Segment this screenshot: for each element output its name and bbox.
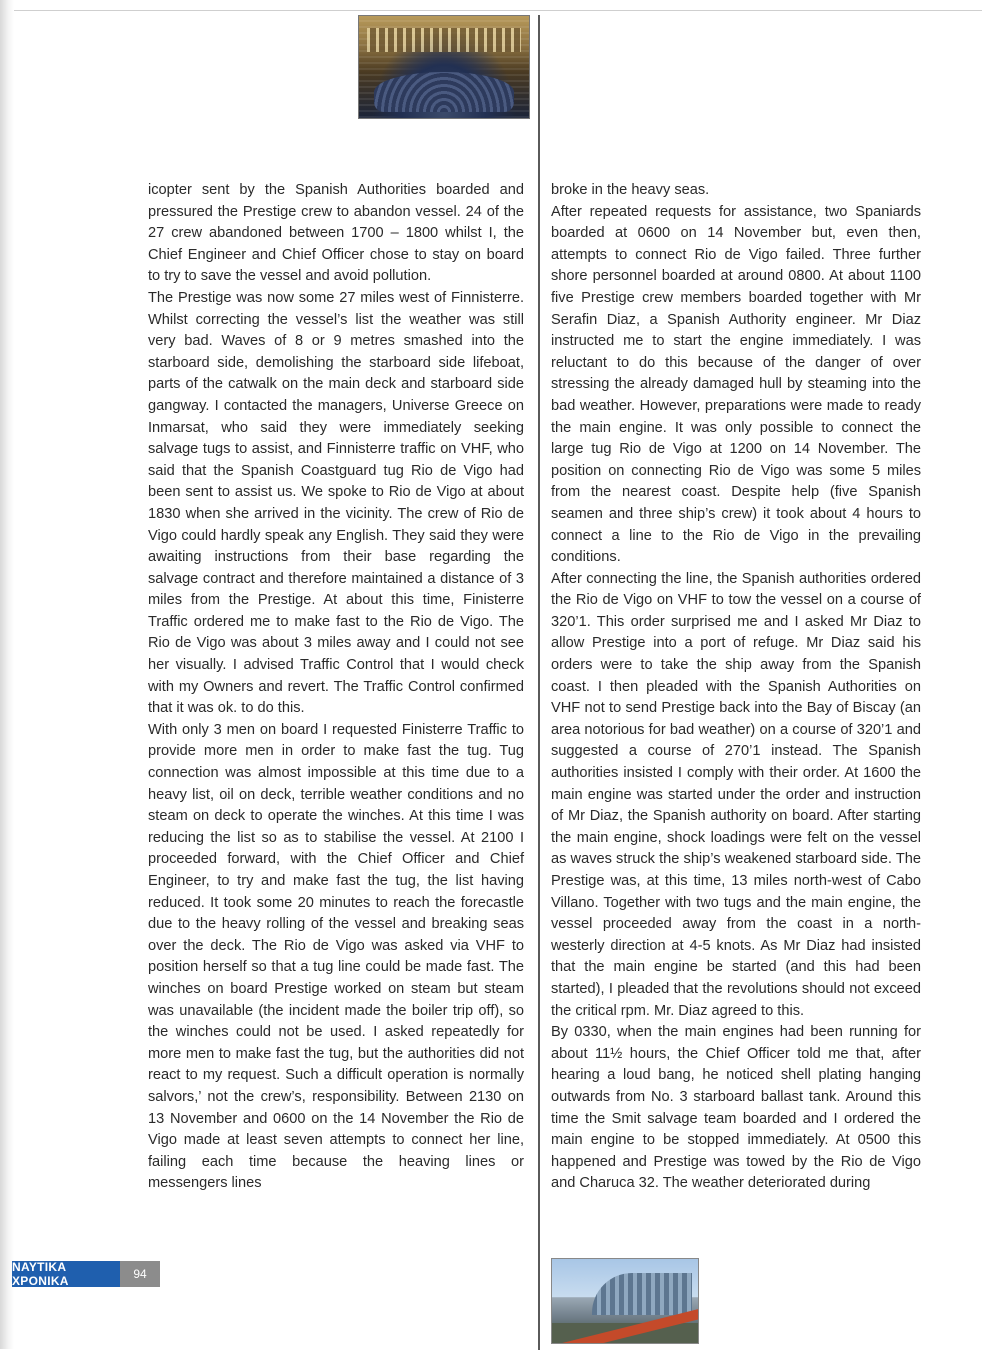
paragraph: After repeated requests for assistance, two Spaniards boarded at 0600 on 14 November but, even then, attempts to connect Rio de Vigo failed. Three further shore personnel boarded at around 0800. At about 1100 five Prestige crew members boarded together with Mr Serafin Diaz, a Spanish Authority engineer. Mr Diaz instructed me to start the engine immediately. I was reluctant to do this because of the danger of over stressing the already damaged hull by steaming into the bad weather. However, preparations were made to ready the main engine. It was only possible to connect the large tug Rio de Vigo at 1200 on 14 November. The position on connecting Rio de Vigo was some 5 miles from the nearest coast. Despite help (five Spanish seamen and three ship’s crew) it took about 4 hours to connect a line to the Rio de Vigo in the prevailing conditions. <box>551 203 921 566</box>
left-text-column <box>148 180 524 1195</box>
paragraph: With only 3 men on board I requested Finisterre Traffic to provide more men in order to make fast the tug. Tug connection was almost impossible at this time due to a heavy list, oil on deck, terrible weather conditions and no steam on deck to operate the winches. At this time I was reducing the list so as to stabilise the vessel. At 2100 I proceeded forward, with the Chief Officer and Chief Engineer, to try and make fast the tug, the list having reduced. It took some 20 minutes to reach the forecastle due to the heavy rolling of the vessel and breaking seas over the deck. The Rio de Vigo was asked via VHF to position herself so that a tug line could be made fast. The winches on board Prestige worked on steam but steam was unavailable (the incident made the boiler trip off), so the winches could not be used. I asked repeatedly for more men to make fast the tug, but the authorities did not react to my request. Such a difficult operation is normally salvors,’ not the crew’s, responsibility. Between 2130 on 13 November and 0600 on the 14 November the Rio de Vigo made at least seven attempts to connect her line, failing each time because the heaving lines or messengers lines <box>148 721 524 1192</box>
paragraph: icopter sent by the Spanish Authorities boarded and pressured the Prestige crew to abandon vessel. 24 of the 27 crew abandoned between 1700 – 1800 whilst I, the Chief Engineer and Chief Officer chose to stay on board to try to save the vessel and avoid pollution. <box>148 182 524 285</box>
right-text-column <box>551 180 921 1195</box>
paragraph: broke in the heavy seas. <box>551 182 710 198</box>
building-bridge-photo <box>551 1258 699 1344</box>
paragraph: After connecting the line, the Spanish authorities ordered the Rio de Vigo on VHF to tow the vessel on a course of 320’1. This order surprised me and I asked Mr Diaz to allow Prestige into a port of refuge. Mr Diaz said his orders were to take the ship away from the Spanish coast. I then pleaded with the Spanish Authorities on VHF not to send Prestige back into the Bay of Biscay (an area notorious for bad weather) on a course of 320’1 and suggested a course of 270’1 instead. The Spanish authorities insisted I comply with their order. At 1600 the main engine was started under the order and instruction of Mr Diaz, the Spanish authority on board. After starting the main engine, shock loadings were felt on the vessel as waves struck the ship’s weakened starboard side. The Prestige was, at this time, 13 miles north-west of Cabo Villano. Together with two tugs and the main engine, the vessel proceeded away from the coast in a north-westerly direction at 4-5 knots. As Mr Diaz had insisted that the main engine be started (and this had been started), I pleaded that the revolutions should not exceed the critical rpm. Mr. Diaz agreed to this. <box>551 570 921 1019</box>
parliament-chamber-photo <box>358 15 530 119</box>
page-footer <box>12 1261 160 1287</box>
top-rule <box>14 10 982 11</box>
photo-seats <box>374 72 514 112</box>
paragraph: By 0330, when the main engines had been running for about 11½ hours, the Chief Officer told me that, after hearing a loud bang, he noticed shell plating hanging outwards from No. 3 starboard ballast tank. Around this time the Smit salvage team boarded and I ordered the main engine to be stopped immediately. At 0500 this happened and Prestige was towed by the Rio de Vigo and Charuca 32. The weather deteriorated during <box>551 1024 921 1192</box>
paragraph: The Prestige was now some 27 miles west of Finnisterre. Whilst correcting the vessel’s list the weather was still very bad. Waves of 8 or 9 metres smashed into the starboard side, demolishing the starboard side lifeboat, parts of the catwalk on the main deck and starboard side gangway. I contacted the managers, Universe Greece on Inmarsat, who said they were immediately seeking salvage tugs to assist, and Finnisterre traffic on VHF, who said that the Spanish Coastguard tug Rio de Vigo had been sent to assist us. We spoke to Rio de Vigo at about 1830 when she arrived in the vicinity. The crew of Rio de Vigo could hardly speak any English. They said they were awaiting instructions from their base regarding the salvage contract and therefore maintained a distance of 3 miles from the Prestige. At about this time, Finisterre Traffic ordered me to make fast to the Rio de Vigo. The Rio de Vigo was about 3 miles away and I could not see her visually. I advised Traffic Control that I would check with my Owners and revert. The Traffic Control confirmed that it was ok. to do this. <box>148 289 524 717</box>
page-number: 94 <box>120 1261 160 1287</box>
page-edge-shadow <box>0 0 14 1349</box>
column-divider <box>538 15 540 1350</box>
magazine-logo: NAYTIKA XPONIKA <box>12 1261 120 1287</box>
photo-building <box>592 1273 692 1315</box>
photo-lights <box>367 28 521 52</box>
